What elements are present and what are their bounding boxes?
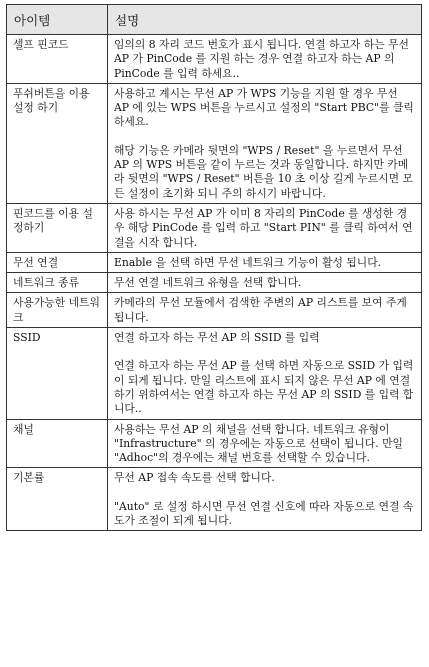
row-item: 무선 연결	[7, 252, 108, 272]
row-item: 사용가능한 네트워크	[7, 293, 108, 328]
row-description	[108, 328, 422, 419]
description-paragraph: 사용하고 계시는 무선 AP 가 WPS 기능을 지원 할 경우 무선 AP 에 있는 WPS 버튼을 누르시고 설정의 "Start PBC"를 클릭 하세요.	[114, 86, 414, 129]
row-description	[108, 293, 422, 328]
table-row	[7, 35, 422, 84]
table-row	[7, 83, 422, 203]
row-item: 핀코드를 이용 설정하기	[7, 203, 108, 252]
description-paragraph: 무선 연결 네트워크 유형을 선택 합니다.	[114, 276, 302, 290]
header-row	[7, 5, 422, 35]
table-row	[7, 419, 422, 468]
description-paragraph: 연결 하고자 하는 무선 AP 의 SSID 를 입력	[114, 331, 320, 345]
row-item: 기본률	[7, 468, 108, 531]
row-item: SSID	[7, 328, 108, 419]
description-paragraph: 임의의 8 자리 코드 번호가 표시 됩니다. 연결 하고자 하는 무선 AP 가 PinCode 를 지원 하는 경우 연결 하고자 하는 AP 의 PinCode 를 입력 하세요..	[114, 38, 409, 80]
header-desc: 설명	[108, 5, 422, 35]
description-paragraph: 해당 기능은 카메라 뒷면의 "WPS / Reset" 을 누르면서 무선 AP 의 WPS 버튼을 같이 누르는 것과 동일합니다. 하지만 카메라 뒷면의 "WPS / Reset" 버튼을 10 초 이상 길게 누르시면 모든 설정이 초기화 되니 주의 하시기 바랍니다.	[114, 143, 413, 200]
table-row	[7, 252, 422, 272]
row-description	[108, 35, 422, 84]
table-row	[7, 273, 422, 293]
row-description	[108, 273, 422, 293]
row-description	[108, 468, 422, 531]
description-paragraph: 카메라의 무선 모듈에서 검색한 주변의 AP 리스트를 보여 주게 됩니다.	[114, 296, 407, 324]
table-row	[7, 203, 422, 252]
description-paragraph: Enable 을 선택 하면 무선 네트워크 기능이 활성 됩니다.	[114, 255, 382, 269]
row-item: 셀프 핀코드	[7, 35, 108, 84]
row-description	[108, 419, 422, 468]
table-row	[7, 328, 422, 419]
row-description	[108, 252, 422, 272]
table-row	[7, 293, 422, 328]
row-description	[108, 203, 422, 252]
description-paragraph: 사용하는 무선 AP 의 채널을 선택 합니다. 네트워크 유형이 "Infrastructure" 의 경우에는 자동으로 선택이 됩니다. 만일 "Adhoc"의 경우에는 채널 번호를 선택할 수 있습니다.	[114, 422, 403, 465]
settings-description-table	[6, 4, 422, 531]
description-paragraph: "Auto" 로 설정 하시면 무선 연결 신호에 따라 자동으로 연결 속도가 조절이 되게 됩니다.	[114, 499, 414, 528]
row-description	[108, 83, 422, 203]
header-item: 아이템	[7, 5, 108, 35]
row-item: 채널	[7, 419, 108, 468]
description-paragraph: 연결 하고자 하는 무선 AP 를 선택 하면 자동으로 SSID 가 입력이 되게 됩니다. 만일 리스트에 표시 되지 않은 무선 AP 에 연결 하기 위하여서는 연결 하고자 하는 무선 AP 의 SSID 를 입력 합니다..	[114, 359, 414, 416]
row-item: 푸쉬버튼을 이용 설정 하기	[7, 83, 108, 203]
description-paragraph: 사용 하시는 무선 AP 가 이미 8 자리의 PinCode 를 생성한 경우 해당 PinCode 를 입력 하고 "Start PIN" 를 클릭 하여서 연결을 시작 합니다.	[114, 206, 413, 249]
table-body	[7, 35, 422, 531]
row-item: 네트워크 종류	[7, 273, 108, 293]
table-row	[7, 468, 422, 531]
description-paragraph: 무선 AP 접속 속도를 선택 합니다.	[114, 471, 275, 485]
